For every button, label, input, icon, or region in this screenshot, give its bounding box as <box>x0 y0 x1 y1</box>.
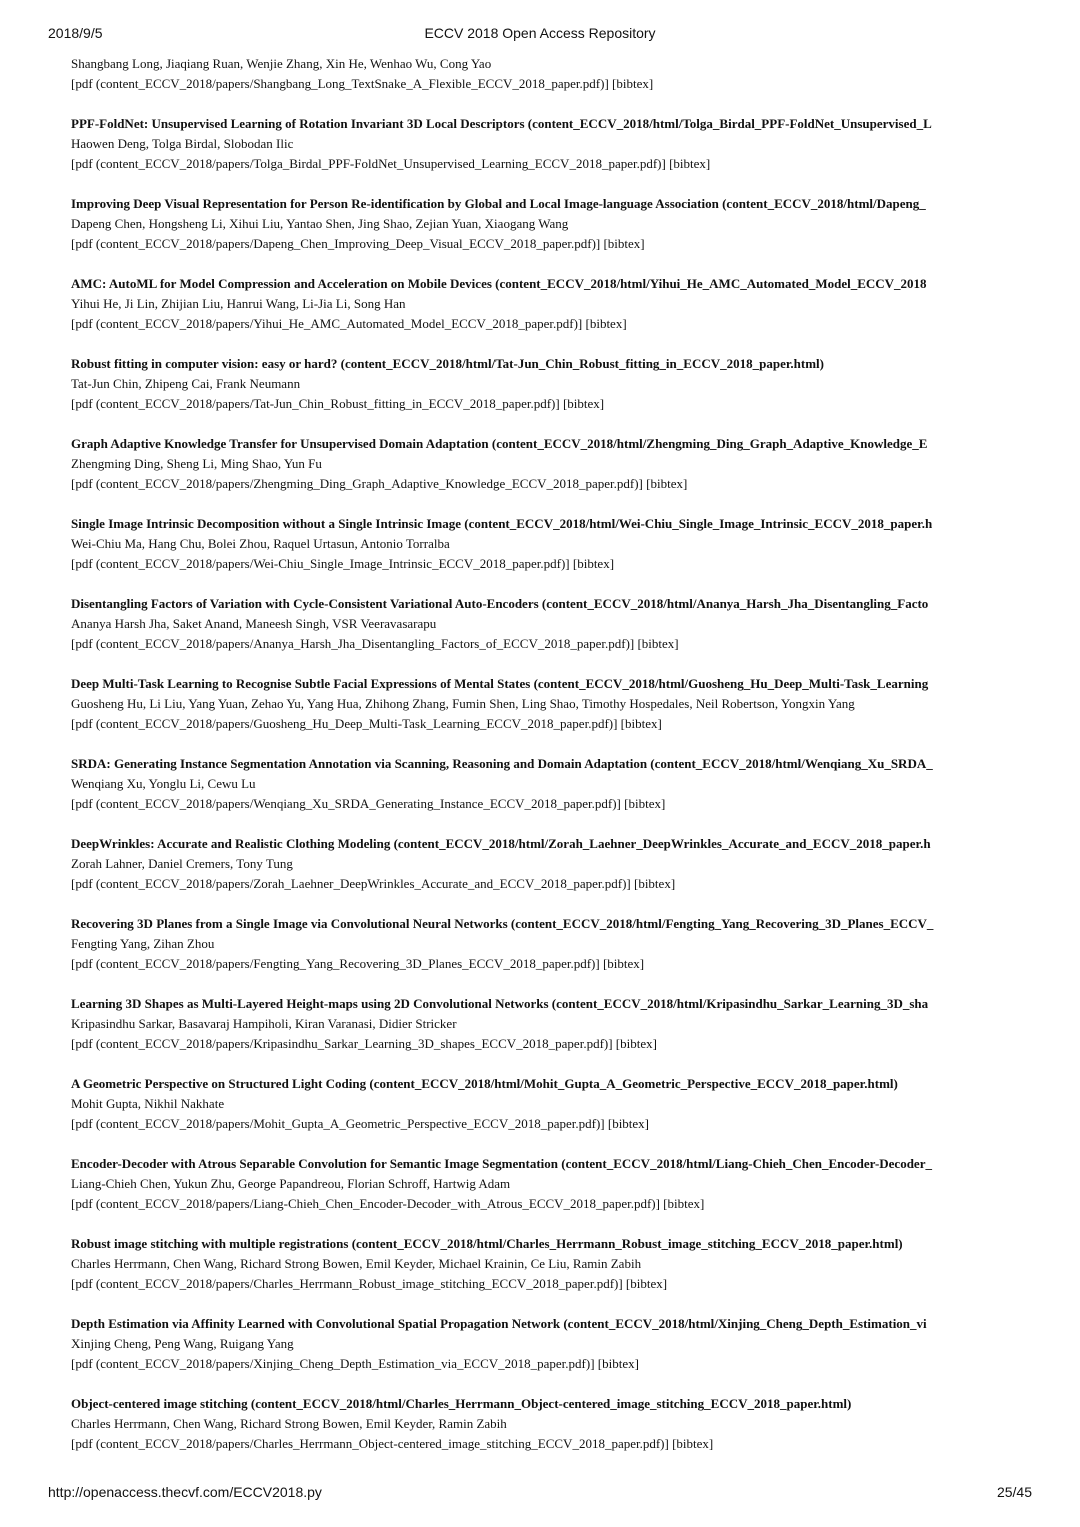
paper-authors: Zhengming Ding, Sheng Li, Ming Shao, Yun Fu <box>71 456 322 471</box>
paper-authors: Xinjing Cheng, Peng Wang, Ruigang Yang <box>71 1336 294 1351</box>
paper-pdf-bibtex-links[interactable]: [pdf (content_ECCV_2018/papers/Xinjing_Cheng_Depth_Estimation_via_ECCV_2018_paper.pdf)] [bibtex] <box>71 1356 639 1371</box>
paper-title-link[interactable]: Improving Deep Visual Representation for Person Re-identification by Global and Local Image-language Association (content_ECCV_2018/html/Dapeng_ <box>71 196 926 211</box>
paper-entry <box>71 54 1032 94</box>
paper-entry <box>71 194 1032 254</box>
paper-entry <box>71 1154 1032 1214</box>
print-date: 2018/9/5 <box>48 25 103 41</box>
paper-authors: Liang-Chieh Chen, Yukun Zhu, George Papandreou, Florian Schroff, Hartwig Adam <box>71 1176 511 1191</box>
paper-authors: Mohit Gupta, Nikhil Nakhate <box>71 1096 225 1111</box>
paper-title-link[interactable]: Robust fitting in computer vision: easy or hard? (content_ECCV_2018/html/Tat-Jun_Chin_Robust_fitting_in_ECCV_2018_paper.html) <box>71 356 824 371</box>
paper-title-link[interactable]: AMC: AutoML for Model Compression and Acceleration on Mobile Devices (content_ECCV_2018/html/Yihui_He_AMC_Automated_Model_ECCV_2018 <box>71 276 927 291</box>
paper-entry <box>71 1394 1032 1454</box>
paper-title-link[interactable]: DeepWrinkles: Accurate and Realistic Clothing Modeling (content_ECCV_2018/html/Zorah_Laehner_DeepWrinkles_Accurate_and_ECCV_2018_paper.h <box>71 836 931 851</box>
paper-pdf-bibtex-links[interactable]: [pdf (content_ECCV_2018/papers/Zhengming_Ding_Graph_Adaptive_Knowledge_ECCV_2018_paper.pdf)] [bibtex] <box>71 476 688 491</box>
paper-authors: Tat-Jun Chin, Zhipeng Cai, Frank Neumann <box>71 376 301 391</box>
paper-pdf-bibtex-links[interactable]: [pdf (content_ECCV_2018/papers/Liang-Chieh_Chen_Encoder-Decoder_with_Atrous_ECCV_2018_paper.pdf)] [bibtex] <box>71 1196 705 1211</box>
paper-pdf-bibtex-links[interactable]: [pdf (content_ECCV_2018/papers/Charles_Herrmann_Robust_image_stitching_ECCV_2018_paper.pdf)] [bibtex] <box>71 1276 668 1291</box>
paper-entry <box>71 114 1032 174</box>
paper-entry <box>71 514 1032 574</box>
paper-title-link[interactable]: Depth Estimation via Affinity Learned with Convolutional Spatial Propagation Network (content_ECCV_2018/html/Xinjing_Cheng_Depth_Estimation_vi <box>71 1316 927 1331</box>
paper-entry <box>71 1234 1032 1294</box>
paper-pdf-bibtex-links[interactable]: [pdf (content_ECCV_2018/papers/Dapeng_Chen_Improving_Deep_Visual_ECCV_2018_paper.pdf)] [bibtex] <box>71 236 645 251</box>
paper-pdf-bibtex-links[interactable]: [pdf (content_ECCV_2018/papers/Wei-Chiu_Single_Image_Intrinsic_ECCV_2018_paper.pdf)] [bibtex] <box>71 556 615 571</box>
paper-title-link[interactable]: Object-centered image stitching (content_ECCV_2018/html/Charles_Herrmann_Object-centered_image_stitching_ECCV_2018_paper.html) <box>71 1396 852 1411</box>
paper-authors: Fengting Yang, Zihan Zhou <box>71 936 215 951</box>
paper-pdf-bibtex-links[interactable]: [pdf (content_ECCV_2018/papers/Charles_Herrmann_Object-centered_image_stitching_ECCV_2018_paper.pdf)] [bibtex] <box>71 1436 714 1451</box>
paper-entry <box>71 354 1032 414</box>
paper-pdf-bibtex-links[interactable]: [pdf (content_ECCV_2018/papers/Zorah_Laehner_DeepWrinkles_Accurate_and_ECCV_2018_paper.pdf)] [bibtex] <box>71 876 676 891</box>
paper-authors: Wei-Chiu Ma, Hang Chu, Bolei Zhou, Raquel Urtasun, Antonio Torralba <box>71 536 450 551</box>
paper-entry <box>71 274 1032 334</box>
paper-authors: Dapeng Chen, Hongsheng Li, Xihui Liu, Yantao Shen, Jing Shao, Zejian Yuan, Xiaogang Wang <box>71 216 569 231</box>
paper-title-link[interactable]: Graph Adaptive Knowledge Transfer for Unsupervised Domain Adaptation (content_ECCV_2018/html/Zhengming_Ding_Graph_Adaptive_Knowledge_E <box>71 436 928 451</box>
paper-pdf-bibtex-links[interactable]: [pdf (content_ECCV_2018/papers/Tat-Jun_Chin_Robust_fitting_in_ECCV_2018_paper.pdf)] [bibtex] <box>71 396 605 411</box>
paper-list <box>71 54 1032 1474</box>
paper-authors: Charles Herrmann, Chen Wang, Richard Strong Bowen, Emil Keyder, Michael Krainin, Ce Liu, Ramin Zabih <box>71 1256 642 1271</box>
page-number: 25/45 <box>996 1484 1032 1500</box>
paper-authors: Wenqiang Xu, Yonglu Li, Cewu Lu <box>71 776 256 791</box>
paper-pdf-bibtex-links[interactable]: [pdf (content_ECCV_2018/papers/Yihui_He_AMC_Automated_Model_ECCV_2018_paper.pdf)] [bibtex] <box>71 316 627 331</box>
paper-authors: Kripasindhu Sarkar, Basavaraj Hampiholi, Kiran Varanasi, Didier Stricker <box>71 1016 457 1031</box>
paper-pdf-bibtex-links[interactable]: [pdf (content_ECCV_2018/papers/Mohit_Gupta_A_Geometric_Perspective_ECCV_2018_paper.pdf)] [bibtex] <box>71 1116 650 1131</box>
paper-title-link[interactable]: Deep Multi-Task Learning to Recognise Subtle Facial Expressions of Mental States (content_ECCV_2018/html/Guosheng_Hu_Deep_Multi-Task_Learning <box>71 676 929 691</box>
paper-pdf-bibtex-links[interactable]: [pdf (content_ECCV_2018/papers/Ananya_Harsh_Jha_Disentangling_Factors_of_ECCV_2018_paper.pdf)] [bibtex] <box>71 636 679 651</box>
paper-pdf-bibtex-links[interactable]: [pdf (content_ECCV_2018/papers/Fengting_Yang_Recovering_3D_Planes_ECCV_2018_paper.pdf)] [bibtex] <box>71 956 645 971</box>
paper-title-link[interactable]: Learning 3D Shapes as Multi-Layered Height-maps using 2D Convolutional Networks (content_ECCV_2018/html/Kripasindhu_Sarkar_Learning_3D_sha <box>71 996 929 1011</box>
paper-authors: Haowen Deng, Tolga Birdal, Slobodan Ilic <box>71 136 294 151</box>
paper-title-link[interactable]: Single Image Intrinsic Decomposition without a Single Intrinsic Image (content_ECCV_2018/html/Wei-Chiu_Single_Image_Intrinsic_ECCV_2018_paper.h <box>71 516 933 531</box>
paper-entry <box>71 754 1032 814</box>
paper-title-link[interactable]: Robust image stitching with multiple registrations (content_ECCV_2018/html/Charles_Herrmann_Robust_image_stitching_ECCV_2018_paper.html) <box>71 1236 903 1251</box>
paper-entry <box>71 834 1032 894</box>
paper-entry <box>71 594 1032 654</box>
paper-authors: Yihui He, Ji Lin, Zhijian Liu, Hanrui Wang, Li-Jia Li, Song Han <box>71 296 406 311</box>
paper-pdf-bibtex-links[interactable]: [pdf (content_ECCV_2018/papers/Tolga_Birdal_PPF-FoldNet_Unsupervised_Learning_ECCV_2018_paper.pdf)] [bibtex] <box>71 156 711 171</box>
paper-pdf-bibtex-links[interactable]: [pdf (content_ECCV_2018/papers/Kripasindhu_Sarkar_Learning_3D_shapes_ECCV_2018_paper.pdf)] [bibtex] <box>71 1036 657 1051</box>
paper-title-link[interactable]: A Geometric Perspective on Structured Light Coding (content_ECCV_2018/html/Mohit_Gupta_A_Geometric_Perspective_ECCV_2018_paper.html) <box>71 1076 898 1091</box>
paper-authors: Guosheng Hu, Li Liu, Yang Yuan, Zehao Yu, Yang Hua, Zhihong Zhang, Fumin Shen, Ling Shao, Timothy Hospedales, Neil Robertson, Yongxin Yang <box>71 696 855 711</box>
paper-entry <box>71 434 1032 494</box>
paper-entry <box>71 914 1032 974</box>
paper-authors: Shangbang Long, Jiaqiang Ruan, Wenjie Zhang, Xin He, Wenhao Wu, Cong Yao <box>71 56 492 71</box>
paper-title-link[interactable]: Recovering 3D Planes from a Single Image via Convolutional Neural Networks (content_ECCV_2018/html/Fengting_Yang_Recovering_3D_Planes_ECCV_ <box>71 916 934 931</box>
paper-pdf-bibtex-links[interactable]: [pdf (content_ECCV_2018/papers/Shangbang_Long_TextSnake_A_Flexible_ECCV_2018_paper.pdf)] [bibtex] <box>71 76 654 91</box>
page-url: http://openaccess.thecvf.com/ECCV2018.py <box>48 1484 322 1500</box>
paper-title-link[interactable]: PPF-FoldNet: Unsupervised Learning of Rotation Invariant 3D Local Descriptors (content_ECCV_2018/html/Tolga_Birdal_PPF-FoldNet_Unsupervised_L <box>71 116 932 131</box>
page-title: ECCV 2018 Open Access Repository <box>424 25 656 41</box>
paper-title-link[interactable]: SRDA: Generating Instance Segmentation Annotation via Scanning, Reasoning and Domain Adaptation (content_ECCV_2018/html/Wenqiang_Xu_SRDA_ <box>71 756 933 771</box>
paper-entry <box>71 674 1032 734</box>
paper-title-link[interactable]: Disentangling Factors of Variation with Cycle-Consistent Variational Auto-Encoders (content_ECCV_2018/html/Ananya_Harsh_Jha_Disentangling_Facto <box>71 596 929 611</box>
paper-authors: Charles Herrmann, Chen Wang, Richard Strong Bowen, Emil Keyder, Ramin Zabih <box>71 1416 507 1431</box>
paper-pdf-bibtex-links[interactable]: [pdf (content_ECCV_2018/papers/Guosheng_Hu_Deep_Multi-Task_Learning_ECCV_2018_paper.pdf)] [bibtex] <box>71 716 662 731</box>
paper-entry <box>71 994 1032 1054</box>
paper-entry <box>71 1314 1032 1374</box>
paper-pdf-bibtex-links[interactable]: [pdf (content_ECCV_2018/papers/Wenqiang_Xu_SRDA_Generating_Instance_ECCV_2018_paper.pdf)] [bibtex] <box>71 796 666 811</box>
paper-title-link[interactable]: Encoder-Decoder with Atrous Separable Convolution for Semantic Image Segmentation (content_ECCV_2018/html/Liang-Chieh_Chen_Encoder-Decoder_ <box>71 1156 932 1171</box>
paper-entry <box>71 1074 1032 1134</box>
paper-authors: Ananya Harsh Jha, Saket Anand, Maneesh Singh, VSR Veeravasarapu <box>71 616 437 631</box>
paper-authors: Zorah Lahner, Daniel Cremers, Tony Tung <box>71 856 293 871</box>
